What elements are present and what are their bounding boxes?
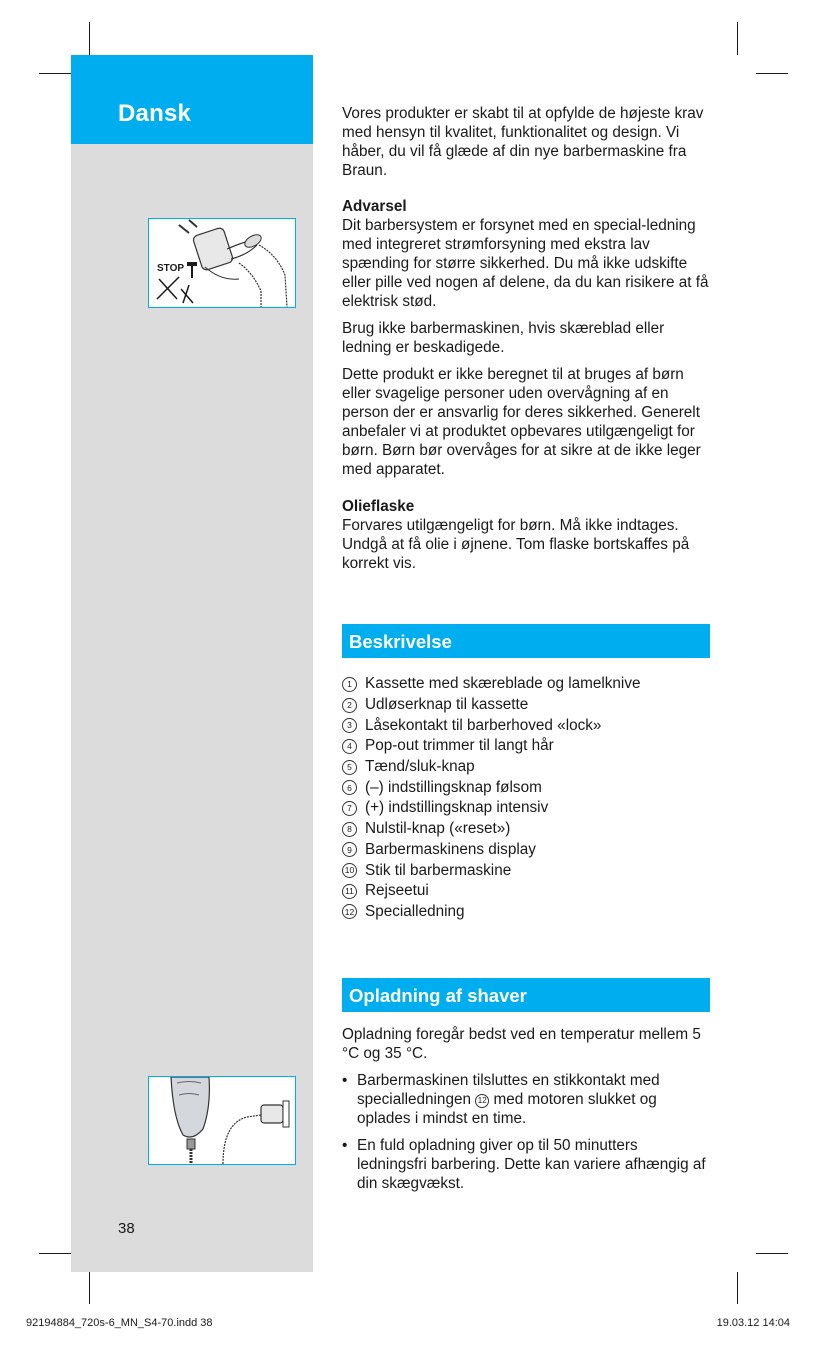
list-item [342,840,710,861]
item-number: 10 [342,863,357,878]
list-item [342,902,710,923]
charging-heading-bar [342,978,710,1012]
stop-label: STOP [157,263,185,274]
item-label: Specialledning [365,902,465,920]
list-item [342,715,710,736]
oil-text: Forvares utilgængeligt for børn. Må ikke indtages. Undgå at få olie i øjnene. Tom flaske bortskaffes på korrekt vis. [342,517,690,572]
shaver-charging-illustration [149,1077,295,1164]
charging-block [342,1025,710,1193]
bullet-marker: • [342,1137,348,1154]
item-number: 3 [342,718,357,733]
warning-block [342,197,710,479]
description-heading-bar [342,624,710,658]
parts-list [342,674,710,922]
crop-mark [756,1253,788,1254]
item-number: 5 [342,760,357,775]
bullet-text: med motoren slukket og oplades i mindst en time. [357,1091,657,1127]
item-label: Nulstil-knap («reset») [365,820,511,838]
list-item [342,860,710,881]
item-label: Pop-out trimmer til langt hår [365,737,554,755]
warning-heading: Advarsel [342,198,407,215]
crop-mark [89,22,90,55]
item-label: Stik til barbermaskine [365,861,512,879]
list-item [342,757,710,778]
charging-figure [148,1076,296,1165]
list-item [342,736,710,757]
list-item [342,881,710,902]
page-number: 38 [118,1220,135,1237]
language-header [71,55,313,144]
item-number: 12 [342,904,357,919]
crop-mark [39,1253,71,1254]
oil-block [342,497,710,573]
safety-cable-figure [148,218,296,308]
bullet-item [342,1071,710,1128]
crop-mark [737,1272,738,1304]
item-label: Udløserknap til kassette [365,696,529,714]
footer-timestamp: 19.03.12 14:04 [716,1317,790,1329]
intro-block [342,104,710,180]
plug-cable-illustration [149,219,295,307]
part-ref: 12 [475,1094,489,1108]
warning-paragraph: Brug ikke barbermaskinen, hvis skæreblad eller ledning er beskadigede. [342,320,665,356]
item-number: 11 [342,884,357,899]
bullet-text: En fuld opladning giver op til 50 minutters ledningsfri barbering. Dette kan variere afhængig af din skægvækst. [357,1137,706,1192]
item-label: (+) indstillingsknap intensiv [365,799,549,817]
list-item [342,798,710,819]
item-label: (–) indstillingsknap følsom [365,778,542,796]
crop-mark [756,73,788,74]
list-item [342,674,710,695]
warning-paragraph: Dit barbersystem er forsynet med en special-ledning med integreret strømforsyning med ekstra lav spænding for større sikkerhed. Du må ikke udskifte eller pille ved nogen af delene, da du kan risikere at få elektrisk stød. [342,217,709,310]
intro-text: Vores produkter er skabt til at opfylde de højeste krav med hensyn til kvalitet, funktionalitet og design. Vi håber, du vil få glæde af din nye barbermaskine fra Braun. [342,105,704,179]
crop-mark [39,73,71,74]
charging-heading: Opladning af shaver [349,985,527,1006]
bullet-text: Barbermaskinen tilsluttes en stikkontakt med specialledningen [357,1072,660,1108]
item-number: 8 [342,822,357,837]
item-number: 1 [342,677,357,692]
oil-heading: Olieflaske [342,498,415,515]
item-label: Tænd/sluk-knap [365,758,475,776]
item-number: 6 [342,780,357,795]
item-number: 9 [342,842,357,857]
item-number: 2 [342,698,357,713]
crop-mark [89,1272,90,1304]
crop-mark [737,22,738,55]
bullet-item [342,1136,710,1193]
list-item [342,695,710,716]
bullet-marker: • [342,1072,348,1089]
item-label: Kassette med skæreblade og lamelknive [365,675,641,693]
warning-paragraph: Dette produkt er ikke beregnet til at bruges af børn eller svagelige personer uden overvågning af en person der er ansvarlig for deres sikkerhed. Generelt anbefaler vi at produktet opbevares utilgængeligt for børn. Børn bør overvåges for at sikre at de ikke leger med apparatet. [342,366,701,478]
item-label: Rejseetui [365,882,429,900]
item-number: 7 [342,801,357,816]
description-heading: Beskrivelse [349,631,452,652]
list-item [342,777,710,798]
list-item [342,819,710,840]
footer-file-info: 92194884_720s-6_MN_S4-70.indd 38 [26,1317,213,1329]
language-title: Dansk [118,100,192,127]
charging-intro: Opladning foregår bedst ved en temperatur mellem 5 °C og 35 °C. [342,1026,701,1062]
item-number: 4 [342,739,357,754]
item-label: Barbermaskinens display [365,840,536,858]
item-label: Låsekontakt til barberhoved «lock» [365,716,602,734]
